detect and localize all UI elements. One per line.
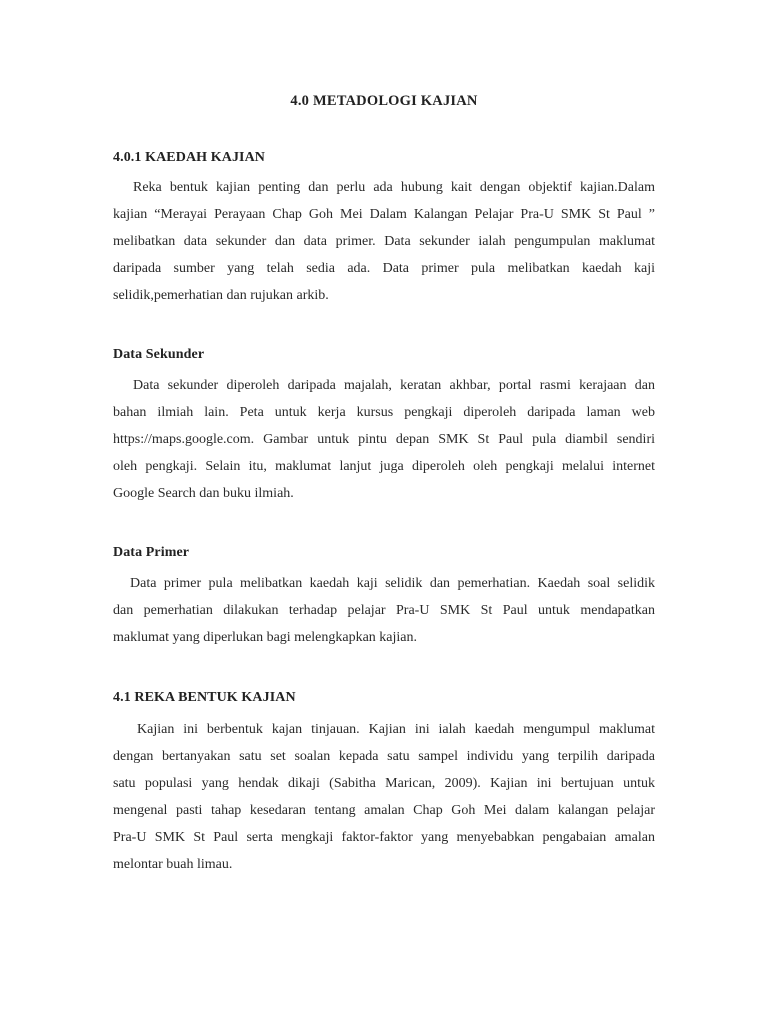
text-line: Kajian ini berbentuk kajan tinjauan. Kajian ini ialah kaedah mengumpul maklumat [137, 722, 655, 737]
text-line: Google Search dan buku ilmiah. [113, 486, 294, 501]
page-title: 4.0 METADOLOGI KAJIAN [290, 93, 478, 109]
paragraph-data-primer [113, 570, 655, 651]
text-line: satu populasi yang hendak dikaji (Sabitha Marican, 2009). Kajian ini bertujuan untuk [113, 776, 655, 791]
text-line: kajian “Merayai Perayaan Chap Goh Mei Dalam Kalangan Pelajar Pra-U SMK St Paul ” [113, 207, 655, 222]
text-line: melibatkan data sekunder dan data primer. Data sekunder ialah pengumpulan maklumat [113, 234, 655, 249]
text-line: Data sekunder diperoleh daripada majalah, keratan akhbar, portal rasmi kerajaan dan [133, 378, 655, 393]
paragraph-data-sekunder [113, 372, 655, 507]
text-line: melontar buah limau. [113, 857, 233, 872]
text-line: dan pemerhatian dilakukan terhadap pelajar Pra-U SMK St Paul untuk mendapatkan [113, 603, 655, 618]
text-line: bahan ilmiah lain. Peta untuk kerja kursus pengkaji diperoleh daripada laman web [113, 405, 655, 420]
text-line: Pra-U SMK St Paul serta mengkaji faktor-faktor yang menyebabkan pengabaian amalan [113, 830, 655, 845]
text-line: dengan bertanyakan satu set soalan kepada satu sampel individu yang terpilih daripada [113, 749, 655, 764]
text-line: daripada sumber yang telah sedia ada. Data primer pula melibatkan kaedah kaji [113, 261, 655, 276]
text-line: maklumat yang diperlukan bagi melengkapkan kajian. [113, 630, 418, 645]
text-line: mengenal pasti tahap kesedaran tentang amalan Chap Goh Mei dalam kalangan pelajar [113, 803, 655, 818]
text-line: https://maps.google.com. Gambar untuk pintu depan SMK St Paul pula diambil sendiri [113, 432, 655, 447]
text-line: Reka bentuk kajian penting dan perlu ada hubung kait dengan objektif kajian.Dalam [133, 180, 655, 195]
section-heading-data-sekunder: Data Sekunder [113, 347, 205, 362]
text-line: Data primer pula melibatkan kaedah kaji selidik dan pemerhatian. Kaedah soal selidik [130, 576, 655, 591]
section-heading-data-primer: Data Primer [113, 545, 190, 560]
text-line: oleh pengkaji. Selain itu, maklumat lanjut juga diperoleh oleh pengkaji melalui internet [113, 459, 655, 474]
section-heading-reka-bentuk-kajian: 4.1 REKA BENTUK KAJIAN [113, 690, 296, 705]
text-line: selidik,pemerhatian dan rujukan arkib. [113, 288, 329, 303]
section-heading-kaedah-kajian: 4.0.1 KAEDAH KAJIAN [113, 150, 266, 165]
paragraph-kaedah-kajian [113, 174, 655, 309]
paragraph-reka-bentuk-kajian [113, 716, 655, 878]
